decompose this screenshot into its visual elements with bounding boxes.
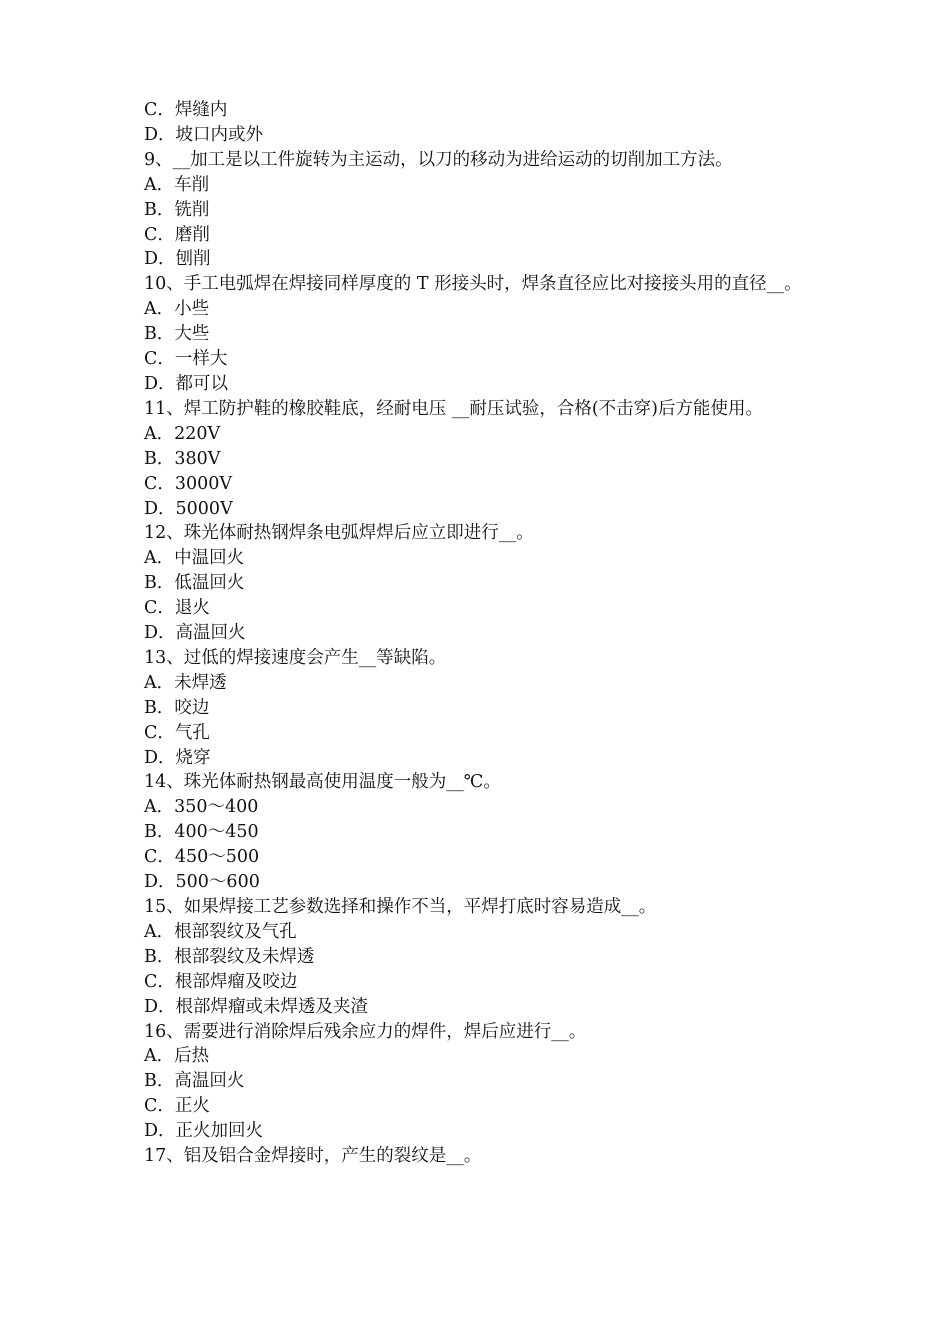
answer-option: A．未焊透: [144, 672, 227, 693]
answer-option: D．都可以: [144, 373, 229, 394]
answer-option: A．车削: [144, 174, 210, 195]
question-text: 9、__加工是以工件旋转为主运动，以刀的移动为进给运动的切削加工方法。: [144, 149, 733, 170]
question-text: 15、如果焊接工艺参数选择和操作不当，平焊打底时容易造成__。: [144, 897, 657, 917]
answer-option: A．根部裂纹及气孔: [144, 921, 297, 942]
question-text: 12、珠光体耐热钢焊条电弧焊焊后应立即进行__。: [144, 523, 534, 544]
answer-option: C．450～500: [144, 847, 260, 868]
answer-option: C．焊缝内: [144, 100, 228, 120]
answer-option: B．低温回火: [144, 573, 245, 594]
exam-question-list: [144, 98, 814, 1169]
answer-option: A．220V: [144, 423, 221, 444]
answer-option: B．大些: [144, 324, 210, 345]
answer-option: A．小些: [144, 299, 210, 320]
question-text: 17、铝及铝合金焊接时，产生的裂纹是__。: [144, 1146, 482, 1167]
answer-option: B．铣削: [144, 199, 210, 220]
answer-option: C．磨削: [144, 224, 210, 245]
answer-option: C．根部焊瘤及咬边: [144, 971, 298, 992]
answer-option: B．根部裂纹及未焊透: [144, 946, 315, 967]
answer-option: A．后热: [144, 1046, 210, 1067]
answer-option: D．刨削: [144, 249, 211, 270]
answer-option: C．退火: [144, 598, 210, 619]
question-text: 16、需要进行消除焊后残余应力的焊件，焊后应进行__。: [144, 1021, 587, 1042]
answer-option: C．一样大: [144, 349, 228, 370]
answer-option: C．气孔: [144, 722, 210, 743]
question-text: 13、过低的焊接速度会产生__等缺陷。: [144, 647, 447, 668]
answer-option: D．正火加回火: [144, 1121, 264, 1142]
answer-option: D．烧穿: [144, 747, 211, 768]
answer-option: A．中温回火: [144, 548, 245, 569]
answer-option: D．500～600: [144, 872, 260, 893]
answer-option: B．380V: [144, 448, 221, 469]
question-text: 10、手工电弧焊在焊接同样厚度的 T 形接头时，焊条直径应比对接接头用的直径__。: [144, 274, 802, 295]
answer-option: A．350～400: [144, 797, 259, 818]
answer-option: C．3000V: [144, 473, 233, 494]
answer-option: D．坡口内或外: [144, 124, 264, 145]
answer-option: D．根部焊瘤或未焊透及夹渣: [144, 996, 369, 1017]
answer-option: B．高温回火: [144, 1071, 245, 1092]
answer-option: B．咬边: [144, 697, 210, 718]
answer-option: D．5000V: [144, 498, 233, 519]
answer-option: C．正火: [144, 1096, 210, 1117]
answer-option: D．高温回火: [144, 623, 246, 644]
question-text: 14、珠光体耐热钢最高使用温度一般为__℃。: [144, 772, 501, 793]
answer-option: B．400～450: [144, 822, 259, 843]
question-text: 11、焊工防护鞋的橡胶鞋底，经耐电压 __耐压试验，合格(不击穿)后方能使用。: [144, 398, 763, 419]
